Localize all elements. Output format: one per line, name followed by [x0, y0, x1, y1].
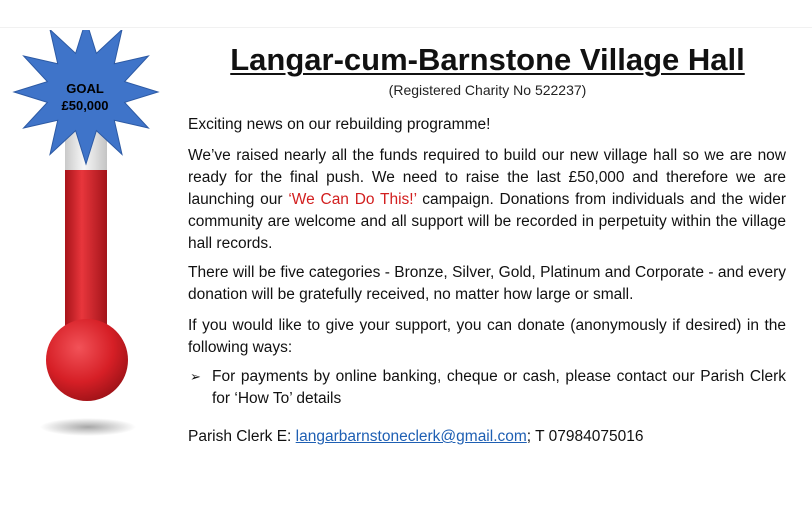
charity-number: (Registered Charity No 522237): [388, 82, 587, 98]
funds-paragraph: [188, 145, 786, 255]
payment-bullet-text: For payments by online banking, cheque or cash, please contact our Parish Clerk for ‘How To’ details: [212, 368, 786, 407]
contact-label: Parish Clerk E:: [188, 428, 296, 445]
contact-phone: ; T 07984075016: [526, 428, 644, 445]
fundraising-thermometer: [0, 30, 180, 450]
intro-paragraph: Exciting news on our rebuilding programme!: [188, 116, 491, 133]
goal-word: GOAL: [66, 81, 104, 96]
bulb-shadow: [40, 418, 136, 436]
funds-text-part2: campaign. Donations from individuals and the wider community are welcome and all support will be recorded in perpetuity within the village hall records.: [188, 191, 787, 252]
contact-line: [188, 426, 643, 448]
categories-paragraph: There will be five categories - Bronze, Silver, Gold, Platinum and Corporate - and every donation will be gratefully received, no matter how large or small.: [188, 264, 786, 303]
arrow-bullet-icon: ➢: [190, 369, 201, 384]
campaign-name: ‘We Can Do This!’: [288, 191, 417, 208]
thermometer-bulb: [46, 319, 128, 401]
top-divider: [0, 27, 812, 28]
goal-amount: £50,000: [61, 98, 109, 113]
page-title: Langar-cum-Barnstone Village Hall: [230, 42, 745, 77]
goal-label: [52, 80, 118, 114]
funds-text-part1: We’ve raised nearly all the funds required to build our new village hall so we are now ready for the final push. We need to raise the last £50,000 and therefore we are launching our: [188, 147, 786, 208]
email-link[interactable]: langarbarnstoneclerk@gmail.com: [295, 428, 527, 445]
support-paragraph: If you would like to give your support, you can donate (anonymously if desired) in the following ways:: [188, 317, 786, 356]
